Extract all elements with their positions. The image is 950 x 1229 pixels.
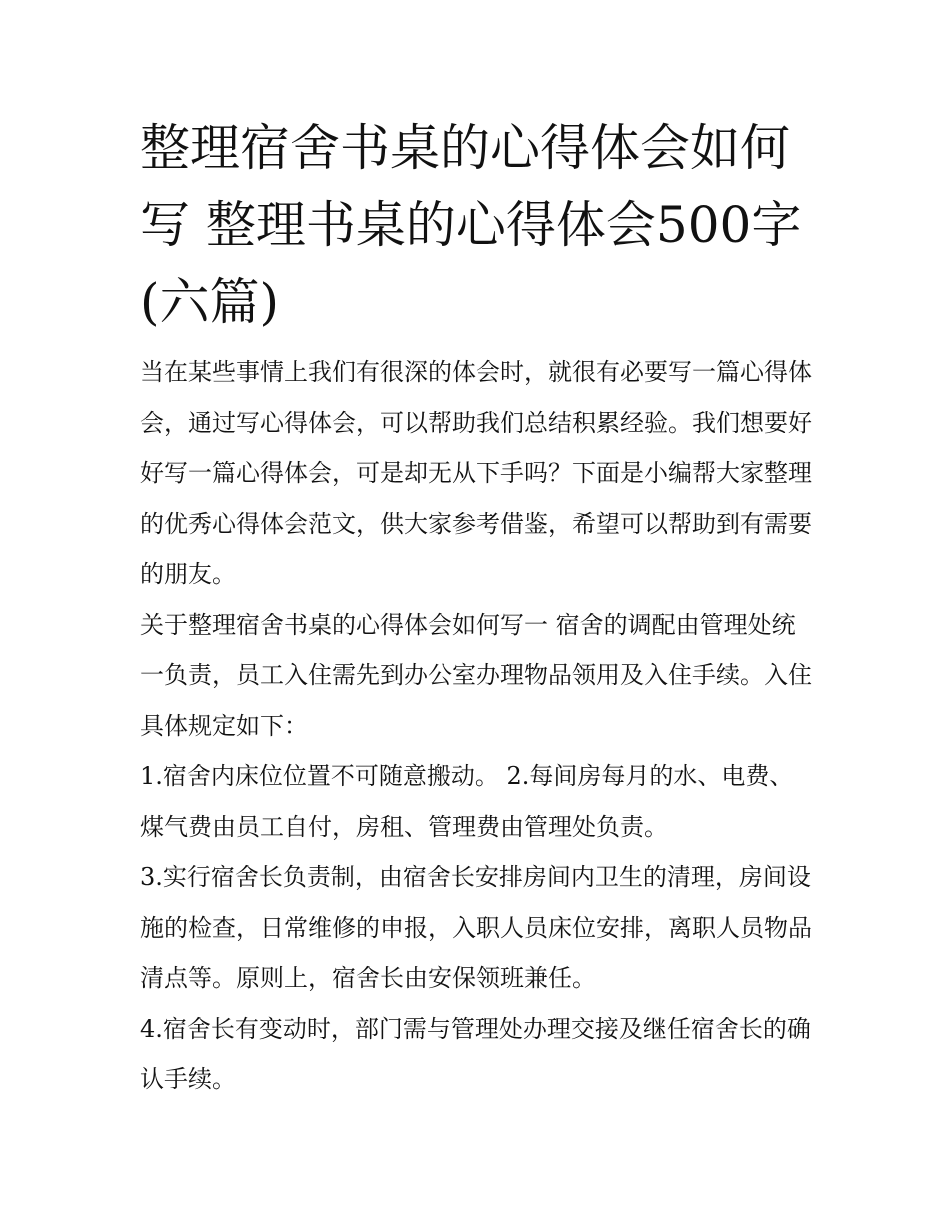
- paragraph-rule-4: 4.宿舍长有变动时，部门需与管理处办理交接及继任宿舍长的确认手续。: [140, 1014, 811, 1093]
- paragraph-intro: 当在某些事情上我们有很深的体会时，就很有必要写一篇心得体会，通过写心得体会，可以帮助我们总结积累经验。我们想要好好写一篇心得体会，可是却无从下手吗？下面是小编帮大家整理的优秀心得体会范文，供大家参考借鉴，希望可以帮助到有需要的朋友。: [140, 358, 812, 588]
- paragraph-rule-3: 3.实行宿舍长负责制，由宿舍长安排房间内卫生的清理，房间设施的检查，日常维修的申报，入职人员床位安排，离职人员物品清点等。原则上，宿舍长由安保领班兼任。: [140, 863, 812, 992]
- document-title: 整理宿舍书桌的心得体会如何写 整理书桌的心得体会500字(六篇): [140, 119, 802, 331]
- paragraph-section-1: 关于整理宿舍书桌的心得体会如何写一 宿舍的调配由管理处统一负责，员工入住需先到办公室办理物品领用及入住手续。入住具体规定如下：: [140, 610, 812, 740]
- document-page: [140, 110, 815, 1105]
- paragraph-rule-1-2: 1.宿舍内床位位置不可随意搬动。 2.每间房每月的水、电费、煤气费由员工自付，房租、管理费由管理处负责。: [140, 762, 794, 841]
